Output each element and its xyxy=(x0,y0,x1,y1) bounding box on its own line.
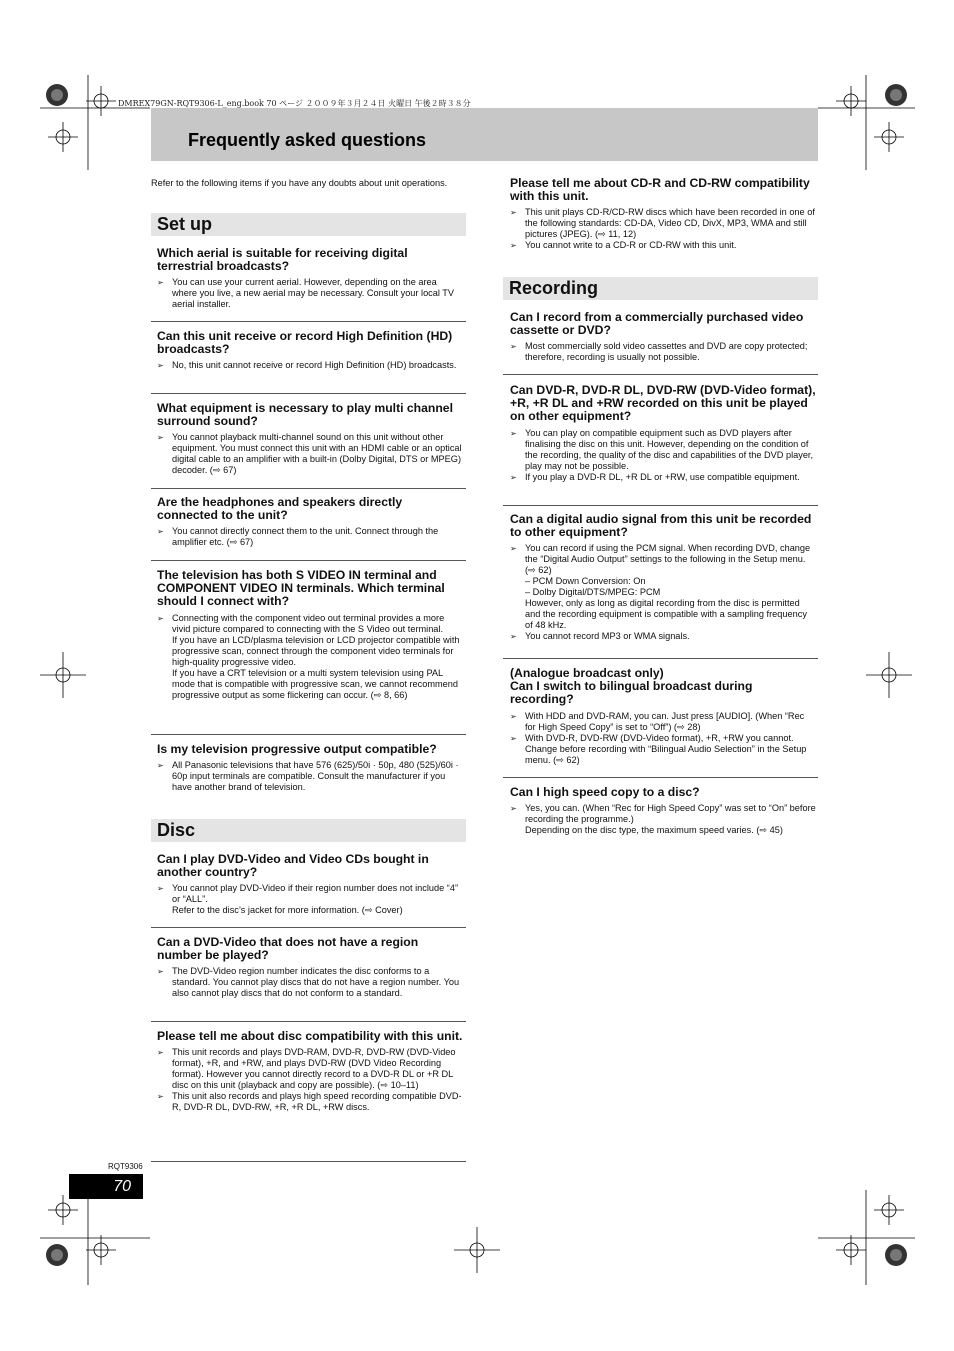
faq-answer: ➢ You can play on compatible equipment such as DVD players after finalising the disc on this unit. However, depending on the condition of the recording, the quality of the disc and capabilities of the DVD player, play may not be possible. xyxy=(510,428,816,472)
faq-question: Can I record from a commercially purchased video cassette or DVD? xyxy=(510,310,804,338)
divider xyxy=(151,393,466,394)
faq-answer: ➢ This unit records and plays DVD-RAM, DVD-R, DVD-RW (DVD-Video format), +R, and +RW, and plays DVD-RW (DVD Video Recording format). However you cannot directly record to a DVD-R DL or +R DL disc on this unit (playback and copy are possible). (⇨ 10–11) xyxy=(157,1047,463,1091)
section-heading-disc: Disc xyxy=(151,819,466,842)
faq-item xyxy=(157,569,463,701)
faq-question: Can this unit receive or record High Definition (HD) broadcasts? xyxy=(157,329,453,357)
faq-answer-line: ➢ You cannot play DVD-Video if their region number does not include “4” or “ALL”. xyxy=(172,883,459,905)
divider xyxy=(503,658,818,659)
faq-answer: ➢ The DVD-Video region number indicates the disc conforms to a standard. You cannot play discs that do not have a region number. You also cannot play discs that do not conform to a standard. xyxy=(157,966,463,999)
faq-item xyxy=(510,311,816,363)
faq-question: Please tell me about CD-R and CD-RW compatibility with this unit. xyxy=(510,176,810,204)
faq-answer: ➢ With HDD and DVD-RAM, you can. Just press [AUDIO]. (When “Rec for High Speed Copy” is set to “Off”) (⇨ 28) xyxy=(510,711,816,733)
section-heading-setup: Set up xyxy=(151,213,466,236)
faq-question: Can a DVD-Video that does not have a region number be played? xyxy=(157,935,419,963)
faq-question: The television has both S VIDEO IN terminal and COMPONENT VIDEO IN terminals. Which terminal should I connect with? xyxy=(157,568,445,609)
faq-question: Which aerial is suitable for receiving digital terrestrial broadcasts? xyxy=(157,246,408,274)
faq-question: Please tell me about disc compatibility with this unit. xyxy=(157,1029,463,1043)
divider xyxy=(151,1021,466,1022)
page-number: 70 xyxy=(69,1174,143,1199)
faq-question: Are the headphones and speakers directly connected to the unit? xyxy=(157,495,403,523)
faq-item xyxy=(157,853,463,916)
faq-answer: ➢ You can use your current aerial. However, depending on the area where you live, a new aerial may be necessary. Consult your local TV aerial installer. xyxy=(157,277,463,310)
faq-answer xyxy=(157,613,463,701)
intro-text: Refer to the following items if you have any doubts about unit operations. xyxy=(151,178,448,188)
faq-answer: ➢ With DVD-R, DVD-RW (DVD-Video format), +R, +RW you cannot. Change before recording with “Bilingual Audio Selection” in the Setup menu. (⇨ 62) xyxy=(510,733,816,766)
model-number: RQT9306 xyxy=(108,1162,143,1171)
faq-answer: ➢ You cannot write to a CD-R or CD-RW with this unit. xyxy=(510,240,816,251)
faq-answer xyxy=(510,803,816,836)
faq-question-prefix: (Analogue broadcast only) xyxy=(510,666,664,680)
divider xyxy=(503,374,818,375)
faq-item xyxy=(510,384,816,483)
faq-item xyxy=(510,667,816,766)
faq-answer: ➢ You cannot record MP3 or WMA signals. xyxy=(510,631,816,642)
faq-item xyxy=(157,496,463,548)
divider xyxy=(503,777,818,778)
faq-answer: ➢ This unit plays CD-R/CD-RW discs which have been recorded in one of the following standards: CD-DA, Video CD, DivX, MP3, WMA and still pictures (JPEG). (⇨ 11, 12) xyxy=(510,207,816,240)
faq-answer: ➢ Most commercially sold video cassettes and DVD are copy protected; therefore, recording is usually not possible. xyxy=(510,341,816,363)
faq-answer-line: If you have an LCD/plasma television or LCD projector compatible with progressive scan, connect through the component video terminals for high-quality progressive video. xyxy=(172,634,460,667)
faq-answer xyxy=(510,543,816,631)
faq-item xyxy=(510,513,816,642)
faq-answer xyxy=(157,883,463,916)
faq-answer: ➢ No, this unit cannot receive or record High Definition (HD) broadcasts. xyxy=(157,360,463,371)
faq-item xyxy=(510,177,816,251)
divider xyxy=(151,488,466,489)
divider xyxy=(151,560,466,561)
faq-item xyxy=(157,402,463,476)
faq-answer-line: – PCM Down Conversion: On xyxy=(525,576,646,587)
faq-answer: ➢ You cannot directly connect them to the unit. Connect through the amplifier etc. (⇨ 67) xyxy=(157,526,463,548)
divider xyxy=(151,734,466,735)
faq-question: Can a digital audio signal from this unit be recorded to other equipment? xyxy=(510,512,812,540)
divider xyxy=(151,1161,466,1162)
faq-question: Can I high speed copy to a disc? xyxy=(510,785,700,799)
faq-item xyxy=(157,1030,463,1113)
print-info-line: DMREX79GN-RQT9306-L_eng.book 70 ページ ２００９年３月２４日 火曜日 午後２時３８分 xyxy=(118,99,471,108)
faq-question: Can DVD-R, DVD-R DL, DVD-RW (DVD-Video format), +R, +R DL and +RW recorded on this unit be played on other equipment? xyxy=(510,383,816,424)
faq-question: What equipment is necessary to play multi channel surround sound? xyxy=(157,401,453,429)
divider xyxy=(151,321,466,322)
section-heading-recording: Recording xyxy=(503,277,818,300)
faq-answer-line: – Dolby Digital/DTS/MPEG: PCM xyxy=(525,587,661,598)
faq-answer-line: Refer to the disc’s jacket for more information. (⇨ Cover) xyxy=(172,905,403,916)
faq-item xyxy=(157,743,463,793)
divider xyxy=(151,927,466,928)
faq-answer: ➢ All Panasonic televisions that have 576 (625)/50i · 50p, 480 (525)/60i · 60p input terminals are compatible. Consult the manufacturer if you have another brand of television. xyxy=(157,760,463,793)
faq-item xyxy=(510,786,816,836)
faq-answer-line: ➢ Connecting with the component video out terminal provides a more vivid picture compared to connecting with the S Video out terminal. xyxy=(172,612,445,634)
faq-answer-line: Depending on the disc type, the maximum speed varies. (⇨ 45) xyxy=(525,825,783,836)
page-title: Frequently asked questions xyxy=(188,130,427,150)
title-bar xyxy=(151,108,818,161)
faq-answer-line: ➢ You can record if using the PCM signal. When recording DVD, change the “Digital Audio Output” settings to the following in the Setup menu. (⇨ 62) xyxy=(525,543,811,576)
faq-item xyxy=(157,330,463,371)
divider xyxy=(503,505,818,506)
faq-answer: ➢ If you play a DVD-R DL, +R DL or +RW, use compatible equipment. xyxy=(510,472,816,483)
faq-question: Can I play DVD-Video and Video CDs bought in another country? xyxy=(157,852,429,880)
faq-answer-line: However, only as long as digital recording from the disc is permitted and the recording equipment is compatible with a sampling frequency of 48 kHz. xyxy=(525,598,807,631)
faq-item xyxy=(157,247,463,310)
faq-answer: ➢ You cannot playback multi-channel sound on this unit without other equipment. You must connect this unit with an HDMI cable or an optical digital cable to an amplifier with a built-in (Dolby Digital, DTS or MPEG) decoder. (⇨ 67) xyxy=(157,432,463,476)
faq-item xyxy=(157,936,463,999)
faq-question: Can I switch to bilingual broadcast during recording? xyxy=(510,679,753,707)
faq-question: Is my television progressive output compatible? xyxy=(157,742,437,756)
faq-answer-line: If you have a CRT television or a multi system television using PAL mode that is compatible with progressive scan, we cannot recommend progressive output as some flickering can occur. (⇨ 8, 66) xyxy=(172,667,458,700)
faq-answer-line: ➢ Yes, you can. (When “Rec for High Speed Copy” was set to “On” before recording the programme.) xyxy=(525,803,816,825)
faq-answer: ➢ This unit also records and plays high speed recording compatible DVD-R, DVD-R DL, DVD-RW, +R, +R DL, +RW discs. xyxy=(157,1091,463,1113)
